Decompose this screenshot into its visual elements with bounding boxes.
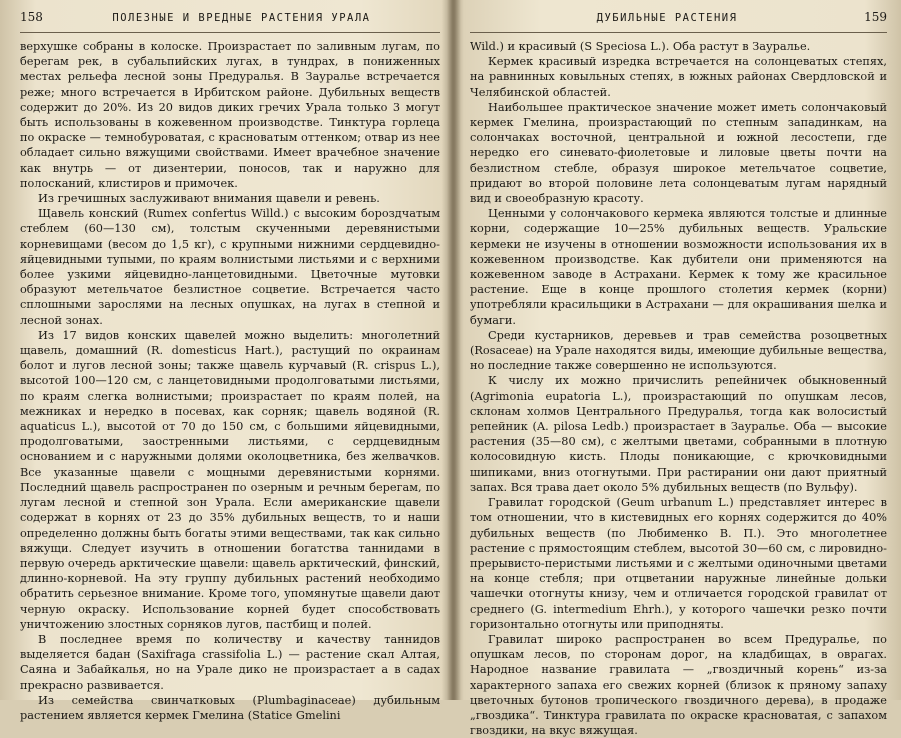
paragraph: верхушке собраны в колоске. Произрастает по заливным лугам, по берегам рек, в субальпийских лугах, в тундрах, в пониженных местах рельефа лесной зоны Предуралья. В Зауралье встречается реже; много встречается в Ирбитском районе. Дубильных веществ содержит до 20%. Из 20 видов диких гречих Урала только 3 могут быть использованы в кожевенном производстве. Тинктура горлеца по окраске — темнобуроватая, с красноватым оттенком; отвар из нее обладает сильно вяжущими свойствами. Имеет врачебное значение как внутрь — от дизентерии, поносов, так и наружно для полосканий, клистиров и примочек. — [20, 40, 440, 190]
left-page-body — [20, 39, 440, 723]
paragraph: Из семейства свинчатковых (Plumbaginaceae) дубильным растением является кермек Гмелина (Statice Gmelini — [20, 693, 440, 722]
paragraph: Из 17 видов конских щавелей можно выделить: многолетний щавель, домашний (R. domesticus Hart.), растущий по окраинам болот и лугов лесной зоны; также щавель курчавый (R. crispus L.), высотой 100—120 см, с ланцетовидными продолговатыми листьями, по краям слегка волнистыми; произрастает по краям полей, на межниках и нередко в посевах, как сорняк; щавель водяной (R. aquaticus L.), высотой от 70 до 150 см, с большими яйцевидными, продолговатыми, заостренными листьями, с сердцевидным основанием и с наружными долями околоцветника, без желвачков. Все указанные щавели с мощными деревянистыми корнями. Последний щавель распространен по озерным и речным берегам, по лугам лесной и степной зон Урала. Если американские щавели содержат в корнях от 23 до 35% дубильных веществ, то и наши определенно должны быть богаты этими веществами, так как сильно вяжущи. Следует изучить в отношении богатства таннидами в первую очередь арктические щавели: щавель арктический, финский, длинно-корневой. На эту группу дубильных растений необходимо обратить серьезное внимание. Кроме того, упомянутые щавели дают черную окраску. Использование корней будет способствовать уничтожению злостных сорняков лугов, пастбищ и полей. — [20, 328, 440, 631]
running-title: ПОЛЕЗНЫЕ И ВРЕДНЫЕ РАСТЕНИЯ УРАЛА — [112, 12, 371, 24]
paragraph: Кермек красивый изредка встречается на солонцеватых степях, на равнинных ковыльных степях, в южных районах Свердловской и Челябинской областей. — [470, 55, 887, 99]
paragraph: Среди кустарников, деревьев и трав семейства розоцветных (Rosaceae) на Урале находятся виды, имеющие дубильные вещества, но последние также совершенно не используются. — [470, 328, 887, 373]
paragraph: Гравилат широко распространен во всем Предуралье, по опушкам лесов, по сторонам дорог, на кладбищах, в оврагах. Народное название гравилата — „гвоздичный корень“ из-за характерного запаха его свежих корней (близок к пряному запаху цветочных бутонов тропического гвоздичного дерева), в продаже „гвоздика“. Тинктура гравилата по окраске красноватая, с запахом гвоздики, на вкус вяжущая. — [470, 632, 887, 738]
paragraph: К числу их можно причислить репейничек обыкновенный (Agrimonia eupatoria L.), произрастающий по опушкам лесов, склонам холмов Центрального Предуралья, тогда как волосистый репейник (A. pilosa Ledb.) произрастает в Зауралье. Оба — высокие растения (35—80 см), с желтыми цветами, собранными в плотную колосовидную кисть. Плоды поникающие, с крючковидными шипиками, вниз отогнутыми. При растирании они дают приятный запах. Вся трава дает около 5% дубильных веществ (по Вульфу). — [470, 374, 887, 494]
paragraph: Из гречишных заслуживают внимания щавели и ревень. — [38, 192, 380, 206]
paragraph: В последнее время по количеству и качеству таннидов выделяется бадан (Saxifraga crassifolia L.) — растение скал Алтая, Саяна и Забайкалья, но на Урале дико не произрастает а в садах прекрасно развивается. — [20, 632, 440, 692]
page-number: 158 — [20, 10, 43, 24]
left-page — [20, 10, 440, 722]
right-page-header — [470, 10, 887, 33]
right-page — [470, 10, 887, 738]
paragraph: Ценными у солончакового кермека являются толстые и длинные корни, содержащие 10—25% дубильных веществ. Уральские кермеки не изучены в отношении возможности использования их в кожевенном производстве. Как дубители они применяются на кожевенном заводе в Астрахани. Кермек к тому же красильное растение. Еще в конце прошлого столетия кермек (корни) употребляли красильщики в Астрахани — для окрашивания шелка и бумаги. — [470, 207, 887, 327]
page-number: 159 — [864, 10, 887, 24]
paragraph: Наибольшее практическое значение может иметь солончаковый кермек Гмелина, произрастающий по степным западинкам, на солончаках восточной, центральной и южной лесостепи, где нередко его синевато-фиолетовые и лиловые цветы почти на безлистном стебле, образуя широкое метельчатое соцветие, придают во второй половине лета солонцеватым лугам нарядный вид и своеобразную красоту. — [470, 100, 887, 206]
paragraph: Щавель конский (Rumex confertus Willd.) с высоким бороздчатым стеблем (60—130 см), толстым скученными деревянистыми корневищами (весом до 1,5 кг), с крупными нижними сердцевидно-яйцевидными тупыми, по краям волнистыми листьями и с верхними более узкими яйцевидно-ланцетовидными. Цветочные мутовки образуют метельчатое безлистное соцветие. Встречается часто сплошными зарослями на лесных опушках, на лугах в степной и лесной зонах. — [20, 207, 440, 327]
paragraph: Гравилат городской (Geum urbanum L.) представляет интерес в том отношении, что в кистевидных его корнях содержится до 40% дубильных веществ (по Любименко В. П.). Это многолетнее растение с прямостоящим стеблем, высотой 30—60 см, с лировидно-прерывисто-перистыми листьями и с желтыми одиночными цветами на конце стебля; при отцветании наружные линейные дольки чашечки отогнуты книзу, чем и отличается городской гравилат от среднего (G. intermedium Ehrh.), у которого чашечки резко почти горизонтально отогнуты или приподняты. — [470, 496, 887, 631]
book-gutter — [447, 0, 461, 700]
paragraph: Wild.) и красивый (S Speciosa L.). Оба растут в Зауралье. — [470, 40, 811, 53]
right-page-body — [470, 39, 887, 738]
left-page-header — [20, 10, 440, 33]
running-title: ДУБИЛЬНЫЕ РАСТЕНИЯ — [596, 12, 738, 24]
